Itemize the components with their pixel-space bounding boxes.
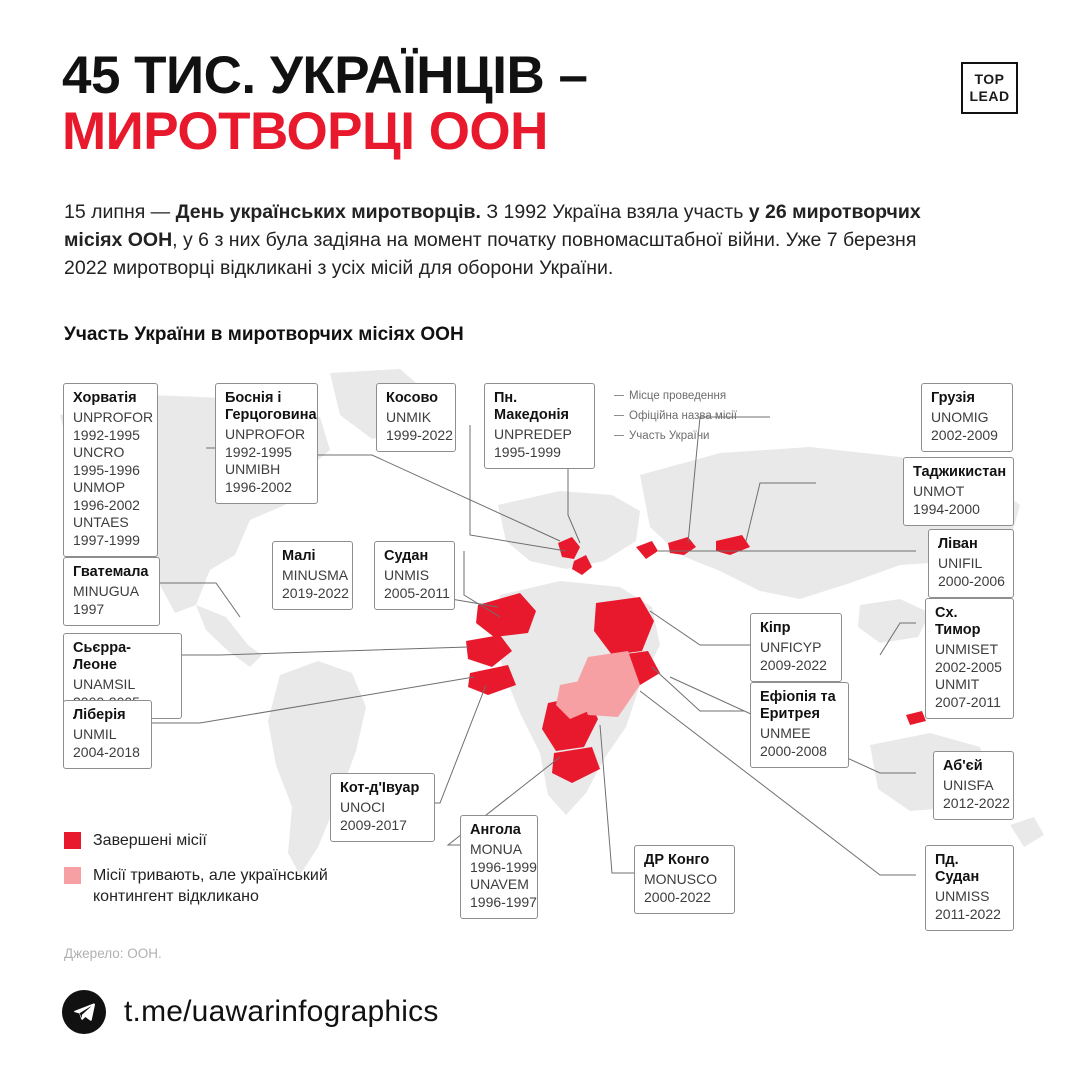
mission-name: UNCRO	[73, 444, 125, 460]
callout-title: ДР Конго	[644, 852, 710, 868]
callout-croatia[interactable]	[63, 383, 158, 557]
callout-abyei[interactable]	[933, 751, 1014, 820]
mission-name: UNISFA	[943, 777, 994, 793]
mission-name: UNPROFOR	[225, 426, 306, 442]
mission-years: 2000-2006	[938, 572, 1005, 589]
dash-icon	[614, 435, 624, 436]
callout-kosovo[interactable]	[376, 383, 456, 452]
callout-sudan[interactable]	[374, 541, 455, 610]
callout-title: Грузія	[931, 390, 975, 406]
callout-title: Аб'єй	[943, 758, 983, 774]
mission-name: UNMIBH	[225, 461, 281, 477]
callout-title: Сьєрра-Леоне	[73, 640, 131, 673]
mission-name: MINUSMA	[282, 567, 349, 583]
mission-years: 1992-1995	[73, 426, 140, 443]
mission-years: 2007-2011	[935, 693, 1001, 710]
callout-ethiopia-eritrea[interactable]	[750, 682, 849, 768]
key-explanation-line-2: Участь України	[614, 426, 737, 446]
mission-years: 2019-2022	[282, 584, 349, 601]
callout-cyprus[interactable]	[750, 613, 842, 682]
mission-name: MONUA	[470, 841, 523, 857]
legend-swatch-completed	[64, 832, 81, 849]
callout-angola[interactable]	[460, 815, 538, 919]
legend-label: Місії тривають, але український контингент відкликано	[93, 867, 328, 905]
callout-bosnia[interactable]	[215, 383, 318, 504]
mission-name: UNAMSIL	[73, 676, 136, 692]
mission-years: 1997-1999	[73, 531, 140, 548]
mission-name: UNMEE	[760, 725, 811, 741]
callout-title: Ефіопія та Еритрея	[760, 689, 836, 722]
mission-years: 1995-1999	[494, 443, 561, 460]
mission-name: UNPROFOR	[73, 409, 154, 425]
intro-part-3: , у 6 з них була задіяна на момент початку повномасштабної війни. Уже 7 березня 2022 миротворці відкликані з усіх місій для оборони України.	[64, 229, 917, 279]
callout-east-timor[interactable]	[925, 598, 1014, 719]
mission-name: UNIFIL	[938, 555, 983, 571]
callout-title: Пн. Македонія	[494, 390, 569, 423]
mission-name: UNPREDEP	[494, 426, 572, 442]
key-explanation-line-0: Місце проведення	[614, 386, 737, 406]
mission-years: 2012-2022	[943, 794, 1010, 811]
callout-mali[interactable]	[272, 541, 353, 610]
mission-name: UNMIK	[386, 409, 432, 425]
callout-macedonia[interactable]	[484, 383, 595, 469]
legend-item-completed	[64, 830, 343, 851]
mission-name: MINUGUA	[73, 583, 140, 599]
callout-title: Кіпр	[760, 620, 791, 636]
mission-name: UNAVEM	[470, 876, 529, 892]
mission-years: 1997	[73, 600, 105, 617]
page-title	[62, 48, 587, 160]
mission-years: 1995-1996	[73, 461, 140, 478]
mission-name: UNOCI	[340, 799, 386, 815]
callout-liberia[interactable]	[63, 700, 152, 769]
mission-years: 2000-2008	[760, 742, 827, 759]
legend-label: Завершені місії	[93, 832, 207, 849]
mission-name: UNMISET	[935, 641, 998, 657]
mission-name: UNMIS	[384, 567, 430, 583]
mission-years: 2000-2022	[644, 888, 711, 905]
callout-dr-congo[interactable]	[634, 845, 735, 914]
callout-ivory-coast[interactable]	[330, 773, 435, 842]
mission-name: UNMOP	[73, 479, 126, 495]
callout-title: Ліберія	[73, 707, 126, 723]
intro-bold-1: День українських миротворців.	[175, 201, 481, 223]
mission-years: 1996-1999	[470, 858, 537, 875]
mission-years: 2005-2011	[384, 584, 450, 601]
mission-name: UNOMIG	[931, 409, 989, 425]
mission-name: UNMISS	[935, 888, 990, 904]
dash-icon	[614, 415, 624, 416]
telegram-icon	[62, 990, 106, 1034]
legend-item-ongoing	[64, 865, 343, 907]
mission-years: 1992-1995	[225, 443, 292, 460]
callout-title: Косово	[386, 390, 439, 406]
callout-lebanon[interactable]	[928, 529, 1014, 598]
mission-years: 1994-2000	[913, 500, 980, 517]
callout-title: Кот-д'Івуар	[340, 780, 420, 796]
logo-bottom-text: LEAD	[969, 88, 1010, 104]
callout-title: Малі	[282, 548, 316, 564]
callout-georgia[interactable]	[921, 383, 1013, 452]
callout-title: Таджикистан	[913, 464, 1007, 480]
callout-title: Боснія і Герцоговина	[225, 390, 317, 423]
callout-tajikistan[interactable]	[903, 457, 1014, 526]
callout-guatemala[interactable]	[63, 557, 160, 626]
mission-name: UNFICYP	[760, 639, 822, 655]
mission-years: 2002-2009	[931, 426, 998, 443]
footer[interactable]	[62, 990, 439, 1034]
mission-years: 2004-2018	[73, 743, 140, 760]
mission-years: 2009-2017	[340, 816, 407, 833]
mission-years: 2011-2022	[935, 905, 1001, 922]
legend-swatch-ongoing	[64, 867, 81, 884]
mission-name: UNMIL	[73, 726, 117, 742]
mission-name: MONUSCO	[644, 871, 718, 887]
mission-years: 1996-2002	[225, 478, 292, 495]
mission-years: 2009-2022	[760, 656, 827, 673]
intro-paragraph	[64, 198, 964, 282]
callout-title: Хорватія	[73, 390, 137, 406]
key-explanation-line-1: Офіційна назва місії	[614, 406, 737, 426]
mission-name: UNMIT	[935, 676, 980, 692]
logo-top-text: TOP	[974, 71, 1005, 87]
callout-title: Ліван	[938, 536, 978, 552]
mission-years: 2002-2005	[935, 658, 1002, 675]
intro-bold-2: у 26 миротворчих місіях ООН	[64, 201, 921, 251]
intro-part-2: З 1992 Україна взяла участь	[480, 201, 749, 223]
callout-title: Гватемала	[73, 564, 149, 580]
mission-years: 1999-2022	[386, 426, 453, 443]
mission-name: UNMOT	[913, 483, 965, 499]
map-legend	[64, 830, 343, 921]
intro-part-1: 15 липня —	[64, 201, 176, 223]
callout-title: Ангола	[470, 822, 521, 838]
mission-years: 1996-2002	[73, 496, 140, 513]
telegram-handle[interactable]: t.me/uawarinfographics	[124, 995, 439, 1028]
map-key-explanation	[614, 386, 737, 446]
callout-title: Сх. Тимор	[935, 605, 981, 638]
mission-years: 1996-1997	[470, 893, 537, 910]
toplead-logo	[961, 62, 1018, 114]
title-line-2: МИРОТВОРЦІ ООН	[62, 102, 548, 161]
callout-title: Пд. Судан	[935, 852, 980, 885]
mission-name: UNTAES	[73, 514, 129, 530]
dash-icon	[614, 395, 624, 396]
callout-title: Судан	[384, 548, 429, 564]
title-line-1: 45 ТИС. УКРАЇНЦІВ –	[62, 46, 588, 105]
section-subheading: Участь України в миротворчих місіях ООН	[64, 324, 464, 345]
callout-south-sudan[interactable]	[925, 845, 1014, 931]
source-note: Джерело: ООН.	[64, 946, 162, 961]
